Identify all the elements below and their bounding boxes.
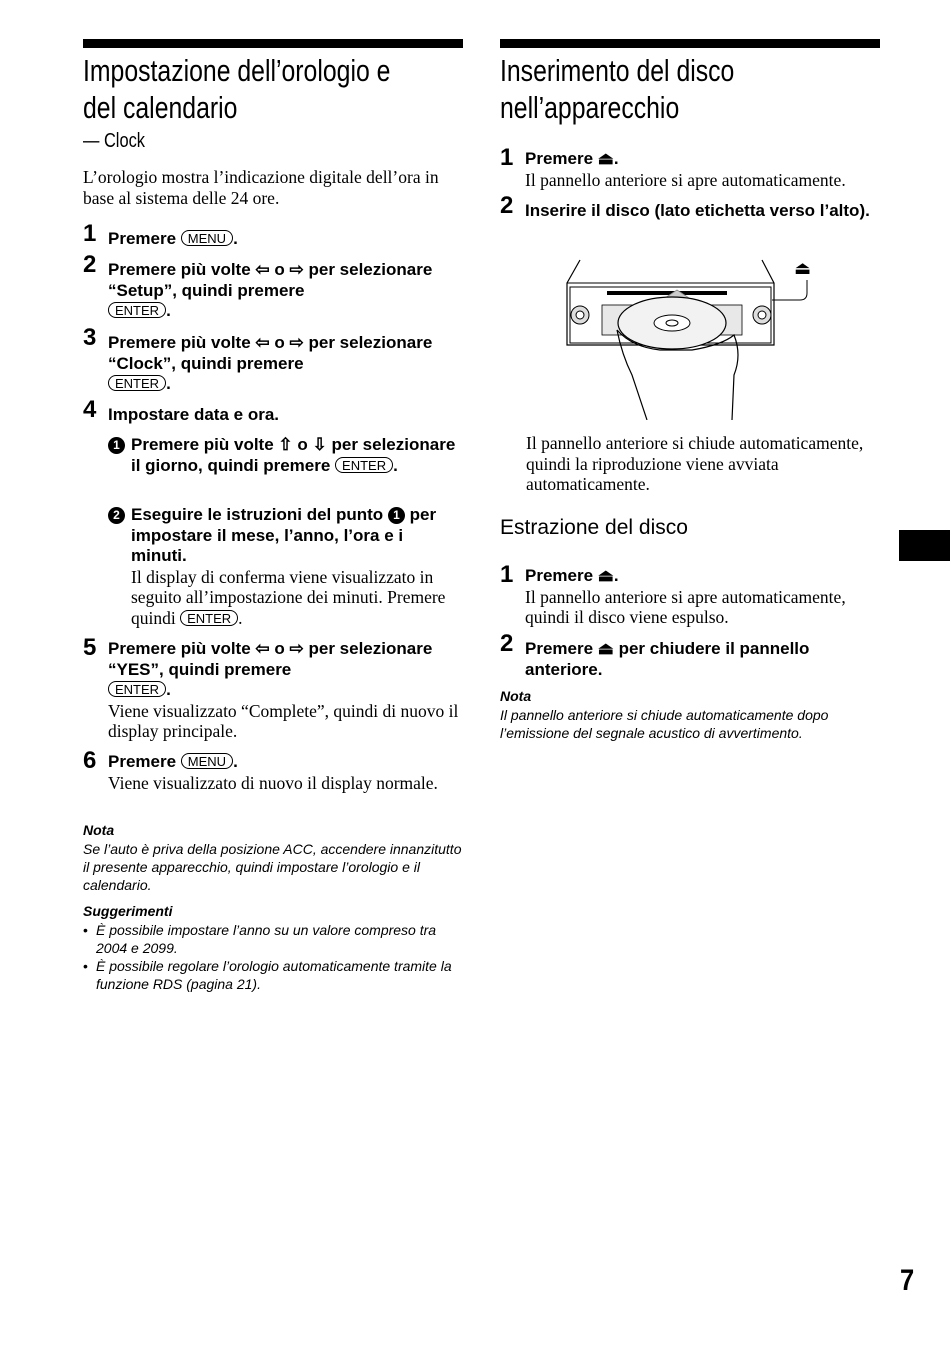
- enter-key: ENTER: [108, 681, 166, 697]
- substep-1: 1 Premere più volte ⇧ o ⇩ per selezionare il giorno, quindi premere ENTER .: [108, 435, 463, 476]
- circled-number-ref: 1: [388, 507, 405, 524]
- arrow-down-icon: ⇩: [312, 435, 327, 454]
- subsection-title: Estrazione del disco: [500, 516, 688, 539]
- note-heading: Nota: [83, 822, 115, 838]
- arrow-left-icon: ⇦: [255, 333, 270, 352]
- circled-number: 1: [108, 437, 125, 454]
- step-5: 5 Premere più volte ⇦ o ⇨ per selezionare “YES”, quindi premere ENTER . Viene visualizzato “Complete”, quindi di nuovo il display principale.: [83, 634, 459, 741]
- section-rule: [83, 39, 463, 48]
- tips-list: [83, 921, 463, 993]
- arrow-right-icon: ⇨: [289, 260, 304, 279]
- step-6: 6 Premere MENU . Viene visualizzato di nuovo il display normale.: [83, 747, 438, 793]
- substep-2: 2 Eseguire le istruzioni del punto 1 per impostare il mese, l’anno, l’ora e i minuti. Il display di conferma viene visualizzato in seguito all’impostazione dei minuti. Premere quindi ENTER .: [108, 505, 463, 628]
- enter-key: ENTER: [108, 302, 166, 318]
- arrow-up-icon: ⇧: [278, 435, 293, 454]
- step-3: 3 Premere più volte ⇦ o ⇨ per selezionare “Clock”, quindi premere ENTER .: [83, 324, 433, 393]
- page-number: 7: [900, 1264, 915, 1297]
- section-rule: [500, 39, 880, 48]
- note-text: Se l’auto è priva della posizione ACC, accendere innanzitutto il presente apparecchio, quindi impostare l’orologio e il calendario.: [83, 841, 462, 893]
- enter-key: ENTER: [180, 610, 238, 626]
- section-subtitle: — Clock: [83, 130, 145, 152]
- step-1: 1 Premere MENU .: [83, 220, 238, 248]
- arrow-right-icon: ⇨: [289, 639, 304, 658]
- step-4: 4 Impostare data e ora.: [83, 396, 280, 424]
- intro-text: L’orologio mostra l’indicazione digitale dell’ora in base al sistema delle 24 ore.: [83, 167, 439, 208]
- menu-key: MENU: [181, 753, 233, 769]
- circled-number: 2: [108, 507, 125, 524]
- menu-key: MENU: [181, 230, 233, 246]
- list-item: • È possibile regolare l’orologio automaticamente tramite la funzione RDS (pagina 21).: [83, 957, 463, 993]
- eject-step-2: 2 Premere ⏏ per chiudere il pannello anteriore.: [500, 630, 810, 679]
- section-title: Inserimento del disco nell’apparecchio: [500, 53, 735, 125]
- eject-icon: ⏏: [597, 639, 614, 658]
- disc-insertion-illustration: [562, 255, 824, 420]
- section-tab-marker: [899, 530, 950, 561]
- note-heading: Nota: [500, 688, 532, 704]
- eject-icon: ⏏: [794, 258, 812, 279]
- eject-icon: ⏏: [597, 566, 614, 585]
- arrow-left-icon: ⇦: [255, 639, 270, 658]
- car-stereo-drawing: [562, 255, 824, 420]
- list-item: • È possibile impostare l’anno su un valore compreso tra 2004 e 2099.: [83, 921, 463, 957]
- enter-key: ENTER: [108, 375, 166, 391]
- section-title: Impostazione dell’orologio e del calendario: [83, 53, 391, 125]
- eject-step-1: 1 Premere ⏏. Il pannello anteriore si apre automaticamente, quindi il disco viene espulso.: [500, 561, 846, 627]
- step-2: 2 Premere più volte ⇦ o ⇨ per selezionare “Setup”, quindi premere ENTER .: [83, 251, 433, 320]
- tips-heading: Suggerimenti: [83, 903, 173, 919]
- arrow-right-icon: ⇨: [289, 333, 304, 352]
- eject-icon: ⏏: [597, 149, 614, 168]
- note-text: Il pannello anteriore si chiude automaticamente dopo l’emissione del segnale acustico di avvertimento.: [500, 707, 829, 741]
- arrow-left-icon: ⇦: [255, 260, 270, 279]
- step-1: 1 Premere ⏏. Il pannello anteriore si apre automaticamente.: [500, 144, 846, 190]
- enter-key: ENTER: [335, 457, 393, 473]
- step-2: 2 Inserire il disco (lato etichetta verso l’alto).: [500, 192, 870, 220]
- after-illustration-text: Il pannello anteriore si chiude automaticamente, quindi la riproduzione viene avviata automaticamente.: [526, 433, 864, 494]
